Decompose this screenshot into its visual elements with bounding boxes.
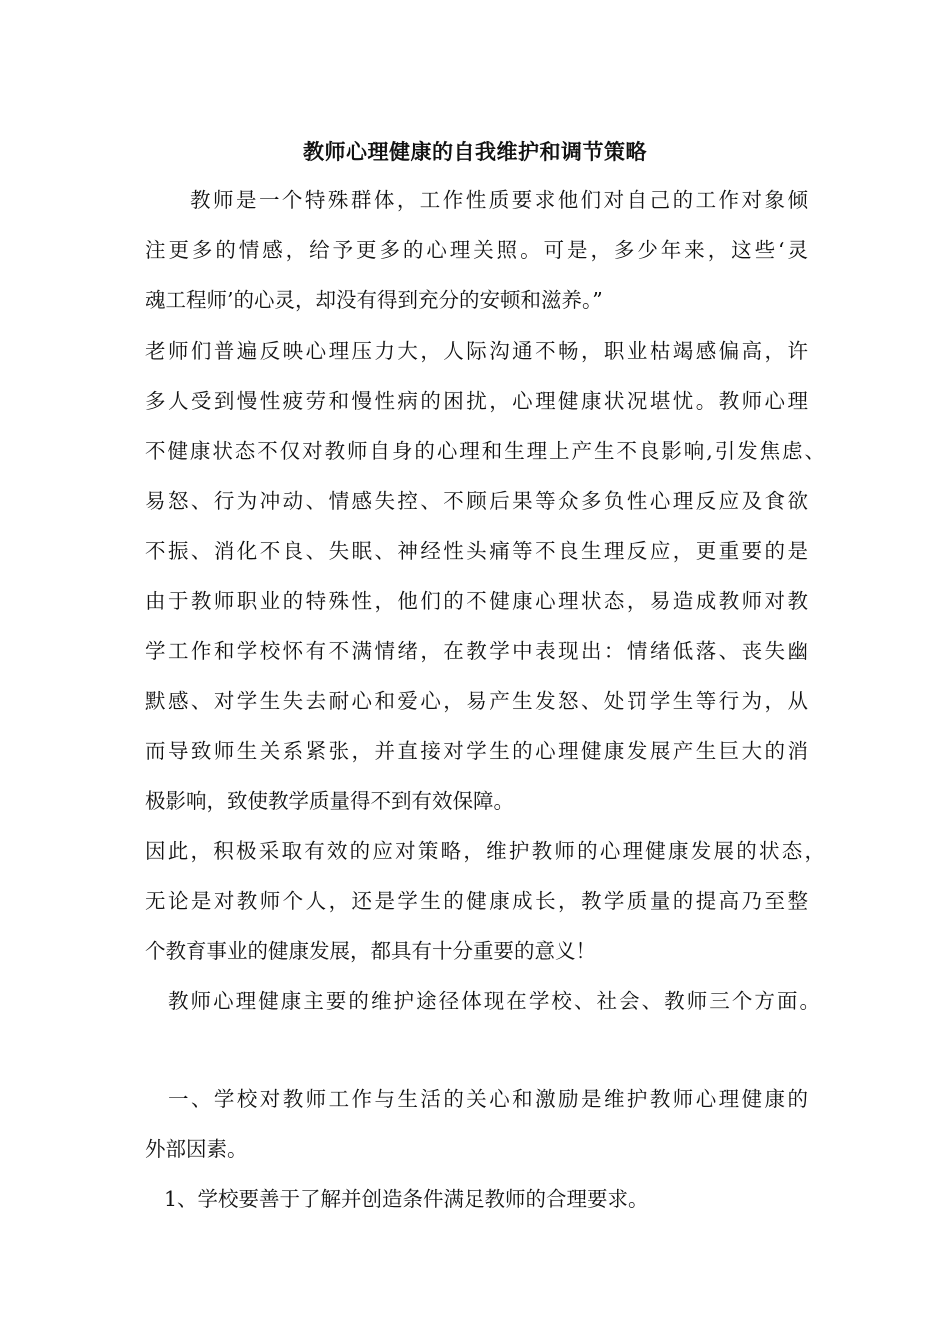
paragraph-line: 老师们普遍反映心理压力大，人际沟通不畅，职业枯竭感偏高，许 — [145, 339, 808, 363]
paragraph-line: 魂工程师’的心灵，却没有得到充分的安顿和滋养。” — [145, 288, 603, 312]
subsection-heading: 1、学校要善于了解并创造条件满足教师的合理要求。 — [164, 1187, 649, 1211]
paragraph-line: 多人受到慢性疲劳和慢性病的困扰，心理健康状况堪忧。教师心理 — [145, 389, 808, 413]
paragraph-line: 注更多的情感，给予更多的心理关照。可是，多少年来，这些‘灵 — [145, 238, 808, 262]
paragraph-line: 无论是对教师个人，还是学生的健康成长，教学质量的提高乃至整 — [145, 889, 808, 913]
paragraph-line: 教师是一个特殊群体，工作性质要求他们对自己的工作对象倾 — [190, 188, 808, 212]
section-heading-line: 外部因素。 — [145, 1137, 248, 1161]
paragraph-line: 由于教师职业的特殊性，他们的不健康心理状态，易造成教师对教 — [145, 589, 808, 613]
paragraph-line: 极影响，致使教学质量得不到有效保障。 — [145, 789, 514, 813]
paragraph-line: 个教育事业的健康发展，都具有十分重要的意义！ — [145, 939, 596, 963]
paragraph-line: 不振、消化不良、失眠、神经性头痛等不良生理反应，更重要的是 — [145, 539, 808, 563]
paragraph-line: 而导致师生关系紧张，并直接对学生的心理健康发展产生巨大的消 — [145, 739, 808, 763]
paragraph-line: 易怒、行为冲动、情感失控、不顾后果等众多负性心理反应及食欲 — [145, 489, 808, 513]
paragraph-line: 因此，积极采取有效的应对策略，维护教师的心理健康发展的状态， — [145, 839, 825, 863]
paragraph-line: 学工作和学校怀有不满情绪，在教学中表现出：情绪低落、丧失幽 — [145, 639, 808, 663]
paragraph-line: 默感、对学生失去耐心和爱心，易产生发怒、处罚学生等行为，从 — [145, 689, 808, 713]
section-heading-line: 一、学校对教师工作与生活的关心和激励是维护教师心理健康的 — [168, 1087, 808, 1111]
paragraph-line: 教师心理健康主要的维护途径体现在学校、社会、教师三个方面。 — [168, 989, 820, 1013]
paragraph-line: 不健康状态不仅对教师自身的心理和生理上产生不良影响,引发焦虑、 — [145, 439, 825, 463]
document-title: 教师心理健康的自我维护和调节策略 — [303, 139, 647, 164]
